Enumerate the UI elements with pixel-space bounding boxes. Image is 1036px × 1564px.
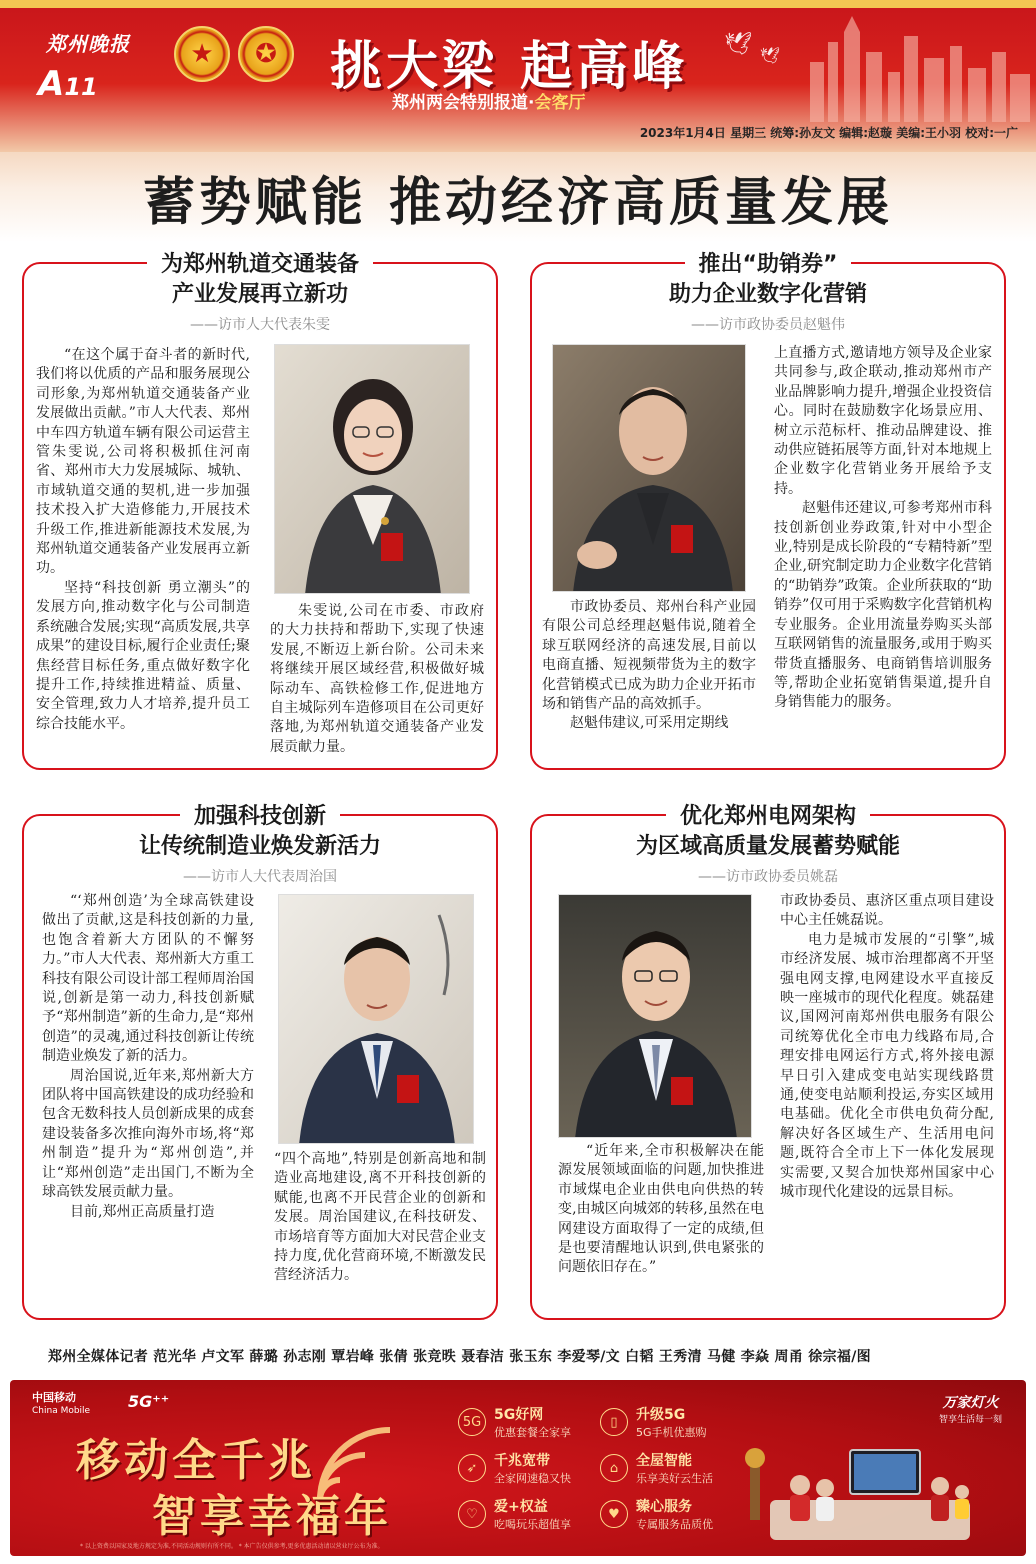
article-column: 朱雯说,公司在市委、市政府的大力扶持和帮助下,实现了快速发展,不断迈上新台阶。公司未来将继续开展区域经营,积极做好城际动车、高铁检修工作,促进地方自主城际列车造修项目在公司更好落地,为郑州轨道交通装备产业发展贡献力量。 bbox=[270, 603, 484, 755]
portrait-photo bbox=[558, 894, 752, 1138]
city-skyline-icon bbox=[800, 12, 1036, 122]
article-byline: ——访市人大代表朱雯 bbox=[190, 317, 330, 333]
ad-feature-smart-home: ⌂ 全屋智能 乐享美好云生活 bbox=[600, 1450, 713, 1486]
heart-hand-icon: ♥ bbox=[600, 1500, 628, 1528]
gold-strip bbox=[0, 0, 1036, 8]
article-column: 市政协委员、惠济区重点项目建设中心主任姚磊说。 电力是城市发展的“引擎”,城市经济发展、城市治理都离不开坚强电网支撑,电网建设水平直接反映一座城市的现代化程度。姚磊建议,国网河南郑州供电服务有限公司统筹优化全市电力线路布局,合理安排电网运行方式,将外接电源早日引入建成变电站实现线路贯通,使变电站顺利投运,夯实区域用电基础。优化全市供电负荷分配,解决好各区域生产、生活用电问题,既符合全市上下一体化发展现实需要,又契合加快郑州国家中心城市现代化建设的远景目标。 bbox=[780, 893, 994, 1201]
ad-fine-print: * 以上资费以国家及地方规定为准,不同活动规则有所不同。 * 本广告仅供参考,更多优惠活动请以营业厅公布为准。 bbox=[80, 1543, 384, 1550]
article-column: “近年来,全市积极解决在能源发展领域面临的问题,加快推进市域煤电企业由供电向供热的转变,由城区向城郊的转移,虽然在电网建设方面取得了一定的成绩,但是也要清醒地认识到,供电紧张的问题依旧存在。” bbox=[558, 1143, 764, 1276]
portrait-photo bbox=[552, 344, 746, 592]
banner-slogan: 挑大梁 起高峰 bbox=[330, 37, 689, 97]
5g-badge-icon: 5G bbox=[458, 1408, 486, 1436]
ad-feature-benefits: ♡ 爱+权益 吃喝玩乐超值享 bbox=[458, 1496, 571, 1532]
portrait-photo bbox=[278, 894, 474, 1144]
dove-icon: 🕊 bbox=[760, 46, 781, 65]
banner-subtitle: 郑州两会特别报道·会客厅 bbox=[392, 93, 586, 113]
rocket-icon: ➶ bbox=[458, 1454, 486, 1482]
wanjia-denghuo-logo: 万家灯火 智享生活每一刻 bbox=[938, 1395, 1002, 1425]
ad-headline-2: 智享幸福年 bbox=[152, 1491, 392, 1542]
ad-feature-broadband: ➶ 千兆宽带 全家网速稳又快 bbox=[458, 1450, 571, 1486]
china-mobile-logo: 中国移动 China Mobile bbox=[32, 1391, 91, 1416]
portrait-photo bbox=[274, 344, 470, 594]
cppcc-emblem-icon: ✪ bbox=[238, 26, 294, 82]
5g-logo: 5G⁺⁺ bbox=[128, 1392, 170, 1411]
article-box bbox=[22, 252, 498, 770]
article-box bbox=[530, 804, 1006, 1320]
china-mobile-ad[interactable] bbox=[10, 1380, 1026, 1556]
credits-line: 郑州全媒体记者 范光华 卢文军 薛璐 孙志刚 覃岩峰 张倩 张竞昳 聂春洁 张玉东 李爱琴/文 白韬 王秀清 马健 李焱 周甬 徐宗福/图 bbox=[48, 1349, 871, 1365]
article-column: “‘郑州创造’为全球高铁建设做出了贡献,这是科技创新的力量,也饱含着新大方团队的不懈努力。”市人大代表、郑州新大方重工科技有限公司设计部工程师周治国说,创新是第一动力,科技创新赋予“郑州制造”新的生命力,是“郑州创造”的灵魂,通过科技创新让传统制造业焕发了新的活力。 周治国说,近年来,郑州新大方团队将中国高铁建设的成功经验和包含无数科技人员创新成果的成套建设装备多次推向海外市场,将“郑州制造”提升为“郑州创造”,并让“郑州创造”走出国门,不断为全球高铁发展贡献力量。 目前,郑州正高质量打造 bbox=[42, 893, 254, 1220]
ad-headline-1: 移动全千兆 bbox=[76, 1435, 316, 1486]
ad-feature-upgrade-5g: ▯ 升级5G 5G手机优惠购 bbox=[600, 1404, 707, 1440]
page-number: A11 bbox=[38, 64, 98, 104]
article-title: 加强科技创新 让传统制造业焕发新活力 bbox=[138, 804, 381, 859]
article-byline: ——访市政协委员姚磊 bbox=[698, 869, 838, 885]
dove-icon: 🕊 bbox=[724, 32, 752, 57]
article-column: “四个高地”,特别是创新高地和制造业高地建设,离不开科技创新的赋能,也离不开民营企业的创新和发展。周治国建议,在科技研发、市场培育等方面加大对民营企业支持力度,优化营商环境,不断激发民营经济活力。 bbox=[274, 1151, 486, 1284]
article-column: 市政协委员、郑州台科产业园有限公司总经理赵魁伟说,随着全球互联网经济的高速发展,目前以电商直播、短视频带货为主的数字化营销模式已成为助力企业开拓市场和销售产品的高效抓手。 赵魁伟建议,可采用定期线 bbox=[542, 599, 756, 732]
page-banner bbox=[0, 0, 1036, 152]
article-column: “在这个属于奋斗者的新时代,我们将以优质的产品和服务展现公司形象,为郑州轨道交通装备产业发展做出贡献。”市人大代表、郑州中车四方轨道车辆有限公司运营主管朱雯说,公司将积极抓住河南省、郑州市大力发展城际、城轨、市域轨道交通的契机,进一步加强技术投入扩大造修能力,开展技术升级工作,推进新能源技术发展,为郑州轨道交通装备产业发展再立新功。 坚持“科技创新 勇立潮头”的发展方向,推动数字化与公司制造系统融合发展;实现“高质发展,共享成果”的建设目标,履行企业责任;聚焦经营目标任务,重点做好数字化提升工作,持续推进精益、质量、安全管理,致力人才培养,提升员工综合技能水平。 bbox=[36, 347, 250, 732]
ad-feature-5g-network: 5G 5G好网 优惠套餐全家享 bbox=[458, 1404, 571, 1440]
article-column: 上直播方式,邀请地方领导及企业家共同参与,政企联动,推动郑州市产业品牌影响力提升,增强企业投资信心。同时在鼓励数字化场景应用、树立示范标杆、推动品牌建设、推动供应链拓展等方面,针对本地规上企业数字化营销业务开展给予支持。 赵魁伟还建议,可参考郑州市科技创新创业券政策,针对中小型企业,特别是成长阶段的“专精特新”型企业,研究制定助力企业数字化营销的“助销券”政策。企业所获取的“助销券”仅可用于采购数字化营销机构专业服务。企业用流量券购买头部互联网销售的流量服务,或用于购买带货直播服务、电商销售培训服务等,帮助企业拓宽销售渠道,提升自身销售能力的服务。 bbox=[774, 345, 992, 711]
article-byline: ——访市人大代表周治国 bbox=[183, 869, 337, 885]
article-box bbox=[22, 804, 498, 1320]
national-emblem-icon: ★ bbox=[174, 26, 230, 82]
heart-outline-icon: ♡ bbox=[458, 1500, 486, 1528]
article-title: 为郑州轨道交通装备 产业发展再立新功 bbox=[24, 250, 496, 310]
ad-feature-service: ♥ 臻心服务 专属服务品质优 bbox=[600, 1496, 713, 1532]
article-byline: ——访市政协委员赵魁伟 bbox=[691, 317, 845, 333]
article-title: 推出“助销券” 助力企业数字化营销 bbox=[668, 252, 867, 307]
dateline: 2023年1月4日 星期三 统筹:孙友文 编辑:赵璇 美编:王小羽 校对:一广 bbox=[639, 126, 1018, 140]
house-icon: ⌂ bbox=[600, 1454, 628, 1482]
article-title: 优化郑州电网架构 为区域高质量发展蓄势赋能 bbox=[635, 804, 900, 859]
masthead-logo: 郑州晚报 bbox=[46, 32, 130, 56]
phone-icon: ▯ bbox=[600, 1408, 628, 1436]
page-headline: 蓄势赋能 推动经济高质量发展 bbox=[142, 173, 894, 233]
article-box bbox=[530, 252, 1006, 770]
family-living-room-illustration bbox=[730, 1430, 1000, 1550]
